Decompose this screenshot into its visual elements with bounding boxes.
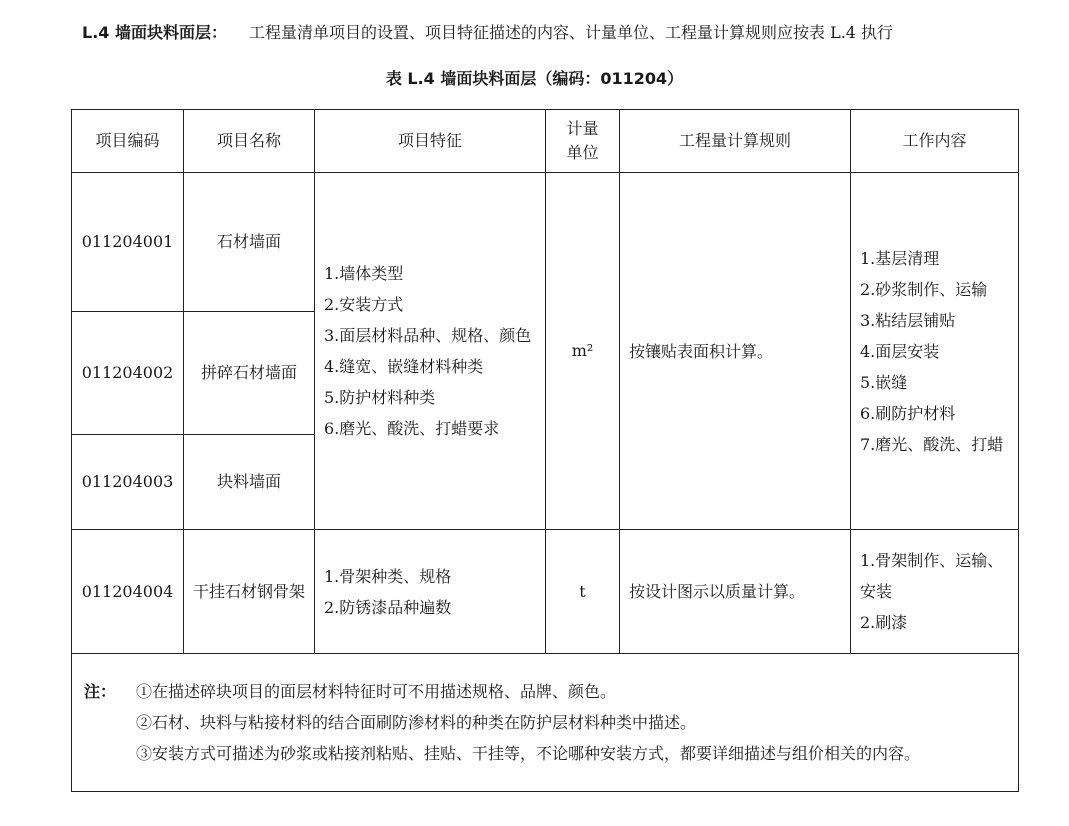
feature-item: 2.安装方式 [324,295,404,314]
note-item: ③安装方式可描述为砂浆或粘接剂粘贴、挂贴、干挂等，不论哪种安装方式，都要详细描述与组价相关的内容。 [136,744,921,763]
table-row [72,530,1019,654]
item-code: 011204003 [72,435,184,530]
feature-item: 2.防锈漆品种遍数 [324,597,452,617]
item-name: 石材墙面 [184,173,315,312]
table-caption: 表 L.4 墙面块料面层（编码：011204） [385,69,684,88]
section-intro [82,20,893,43]
feature-item: 1.骨架种类、规格 [324,566,452,586]
feature-item: 6.磨光、酸洗、打蜡要求 [324,419,500,438]
item-code: 011204001 [72,173,184,312]
item-unit: t [546,530,620,654]
work-item: 7.磨光、酸洗、打蜡 [860,434,1004,454]
item-code: 011204002 [72,312,184,435]
header-features: 项目特征 [315,110,546,173]
header-code: 项目编码 [72,110,184,173]
note-line [84,676,1018,707]
note-line [84,707,1018,738]
work-item: 2.刷漆 [860,613,908,632]
item-work [851,530,1019,654]
note-item: ②石材、块料与粘接材料的结合面刷防渗材料的种类在防护层材料种类中描述。 [136,713,697,732]
notes-cell [72,654,1019,792]
section-heading: L.4 墙面块料面层： [82,23,227,42]
note-item: ①在描述碎块项目的面层材料特征时可不用描述规格、品牌、颜色。 [136,682,617,701]
feature-item: 1.墙体类型 [324,264,404,283]
work-item: 3.粘结层铺贴 [860,310,956,330]
notes-row [72,654,1019,792]
section-description: 工程量清单项目的设置、项目特征描述的内容、计量单位、工程量计算规则应按表 L.4 执行 [248,23,894,42]
header-unit-line1: 计量 [566,119,599,138]
work-item: 1.基层清理 [860,248,940,268]
work-item: 4.面层安装 [860,341,940,361]
notes-label: 注： [84,682,117,701]
item-name: 拼碎石材墙面 [184,312,315,435]
feature-item: 5.防护材料种类 [324,388,436,407]
header-name: 项目名称 [184,110,315,173]
item-name: 块料墙面 [184,435,315,530]
header-unit-line2: 单位 [566,143,599,162]
item-code: 011204004 [72,530,184,654]
header-work: 工作内容 [851,110,1019,173]
header-rule: 工程量计算规则 [620,110,851,173]
feature-item: 3.面层材料品种、规格、颜色 [324,326,532,345]
item-features [315,530,546,654]
work-item: 5.嵌缝 [860,372,908,392]
item-work [851,173,1019,530]
work-item: 1.骨架制作、运输、安装 [860,551,1004,601]
item-name: 干挂石材钢骨架 [184,530,315,654]
header-unit [546,110,620,173]
work-item: 2.砂浆制作、运输 [860,279,988,299]
feature-item: 4.缝宽、嵌缝材料种类 [324,357,484,376]
header-row [72,110,1019,173]
item-rule: 按镶贴表面积计算。 [620,173,851,530]
table-row [72,173,1019,312]
note-line [84,738,1018,769]
item-unit: m² [546,173,620,530]
wall-tile-table [71,109,1019,792]
work-item: 6.刷防护材料 [860,403,956,423]
item-features [315,173,546,530]
item-rule: 按设计图示以质量计算。 [620,530,851,654]
